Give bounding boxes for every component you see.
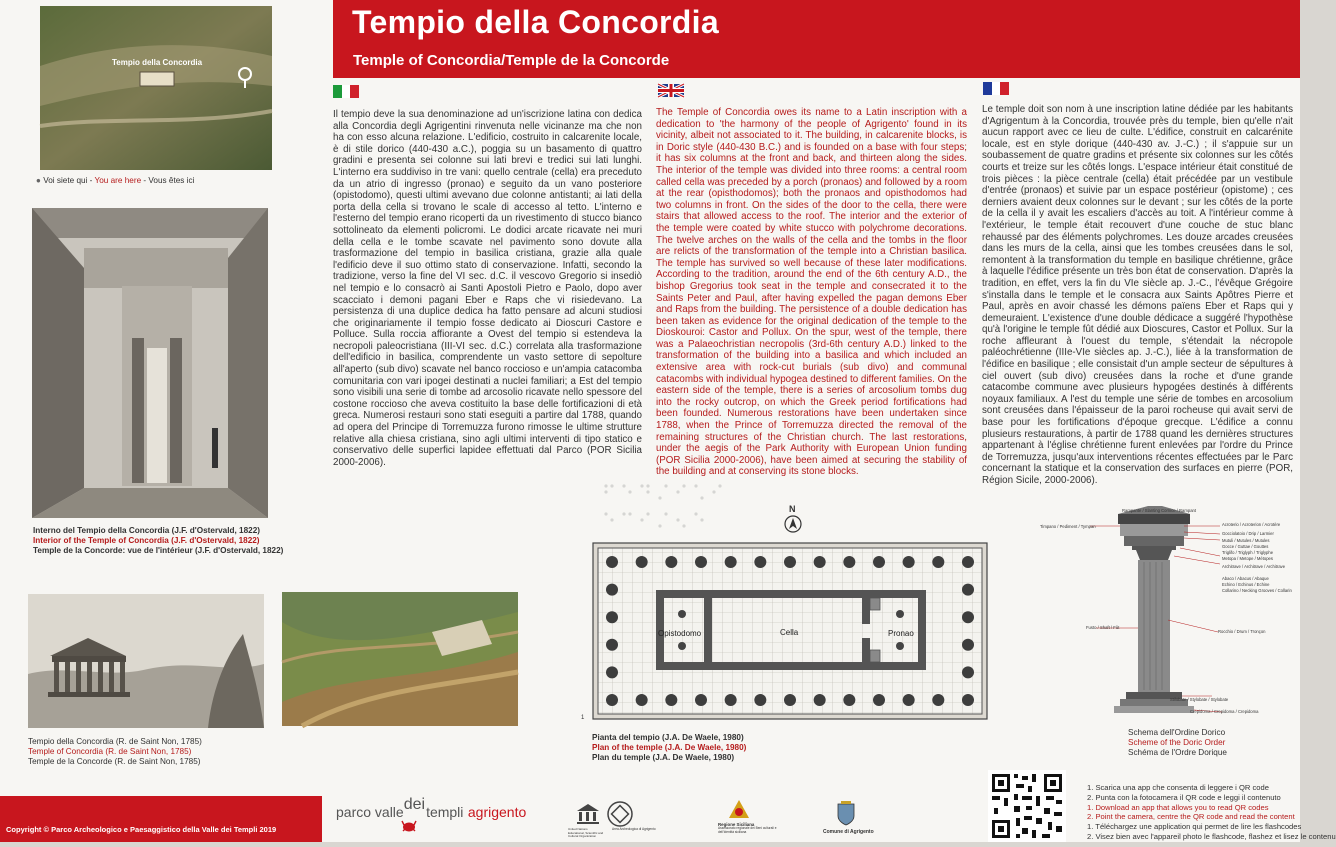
- plan-scale-mark: 1: [581, 715, 585, 721]
- regione-text: Regione Siciliana Assessorato regionale dei Beni culturali e dell'Identità siciliana: [718, 822, 777, 834]
- plan-column: [606, 694, 618, 706]
- plan-column: [606, 639, 618, 651]
- plan-column: [606, 556, 618, 568]
- order-label-crepidoma: Crepidoma / Crepidoma / Crepidoma: [1190, 709, 1259, 714]
- braille-panel: [600, 480, 770, 530]
- plan-column: [962, 556, 974, 568]
- temple-plan: [592, 542, 988, 720]
- italian-flag-icon: [333, 85, 359, 98]
- plan-column: [903, 694, 915, 706]
- plan-caption: Pianta del tempio (J.A. De Waele, 1980) Plan of the temple (J.A. De Waele, 1980) Plan du temple (J.A. De Waele, 1980): [592, 733, 747, 762]
- french-text: Le temple doit son nom à une inscription latine dédiée par les habitants d'Agrigentum à la Concordia, trouvée près du temple, bien qu'elle n'ait aucun rapport avec ce lieu de culte. L'édifice, construit en calcarénite locale, est en style dorique (440-430 av. J.-C.) ; il s'appuie sur un soubassement de quatre gradins et présente six colonnes sur les côtés courts et treize sur les côtés longs. L'espace intérieur était constitué de trois pièces : la pièce centrale (cella) était précédée par un vestibule d'entrée (pronaos) et suivie par un espace postérieur (opistome) ; ces derniers avaient deux colonnes sur le devant ; sur les côtés de la porte de la cella il y avait les escaliers d'accès au toit. A l'intérieur comme à l'extérieur, le temple était recouvert d'une couche de stuc blanc rehaussé par des éléments polychromes. Les douze arcades creusées dans les murs de la cella, ainsi que les tombes creusées dans le sol, remontent à la transformation du temple en basilique chrétienne, grâce à laquelle l'édifice présente un très bon état de conservation. D'après la tradition, en effet, vers la fin du VIe siècle ap. J.-C., l'évêque Grégoire s'installa dans le temple et le consacra aux Saints Apôtres Pierre et Paul, après en avoir chassé les démons païens Eber et Raps qui y demeuraient. L'existence d'une double dédicace a suggéré l'hypothèse qu'à l'origine le temple fût dédié aux Dioscures, Castor et Pollux. Sur la roche affleurant à l'ouest du temple, s'étendait la nécropole paléochrétienne (IIIe-VIe siècles ap. J.-C.), liée à la transformation de l'édifice en basilique ; elle consistait d'un ample secteur de sépultures à ciel ouvert (sub divo) creusées dans la roche et d'une grande catacombe commune avec plusieurs hypogées destinés à différents noyaux familiaux. A l'est du temple une série de tombes en arcosolium sont creusées dans l'épaisseur de la paroi rocheuse qui avait servi de base pour les fortifications d'époque grecque. L'édifice a connu plusieurs restaurations, à partir de 1788 quand les dernières structures appartenant à l'église chrétienne furent enlevées par l'ordre du Prince de Torremuzza, jusqu'aux interventions récentes effectuées par le Parc concernant la statique et la conservation des surfaces en pierre (POR, Région Sicile, 2000-2006).: [982, 104, 1293, 486]
- plan-column: [962, 639, 974, 651]
- page-title: Tempio della Concordia: [352, 4, 719, 40]
- plan-column: [665, 694, 677, 706]
- temple-interior-engraving: [32, 208, 268, 518]
- uk-flag-icon: [658, 84, 684, 97]
- plan-column: [725, 694, 737, 706]
- order-label-guttae: Gocce / Guttae / Gouttes: [1222, 544, 1269, 549]
- plan-column: [932, 556, 944, 568]
- room-label-cella: Cella: [780, 628, 799, 637]
- plan-column: [754, 694, 766, 706]
- plan-column: [606, 611, 618, 623]
- plan-column: [814, 694, 826, 706]
- plan-column: [962, 584, 974, 596]
- qr-code[interactable]: [988, 770, 1066, 842]
- page-subtitle: Temple of Concordia/Temple de la Concorde: [353, 52, 670, 69]
- plan-column: [606, 584, 618, 596]
- location-pin-icon: ●: [36, 176, 41, 185]
- plan-column: [903, 556, 915, 568]
- plan-column: [962, 666, 974, 678]
- comune-agrigento-logo-icon: [836, 800, 856, 826]
- plan-column: [695, 694, 707, 706]
- unesco-logo-icon: [575, 802, 601, 826]
- unesco-text: United Nations Educational, Scientific and Cultural Organization: [568, 827, 604, 839]
- order-label-mutules: Mutuli / Mutules / Mutules: [1222, 538, 1270, 543]
- order-label-necking: Collarino / Necking Grooves / Collarin: [1222, 588, 1292, 593]
- order-label-shaft: Fusto / Shaft / Fût: [1086, 625, 1120, 630]
- regione-siciliana-logo-icon: [727, 798, 751, 822]
- english-text: The Temple of Concordia owes its name to a Latin inscription with a dedication to 'the harmony of the people of Agrigento' found in its vicinity, albeit not associated to it. The building, in calcarenite blocks, is in Doric style (440-430 B.C.) and is founded on a base with four steps; it has six columns at the front and back, and thirteen along the sides. The interior of the temple was divided into three rooms: a central room called cella was preceded by a porch (pronaos) and followed by a room at the rear (opisthodomos); both the pronaos and opisthodomos had two columns in front. On the sides of the door to the cella, there were stairs that allowed access to the roof. The interior and the exterior of the temple were coated by white stucco with polychrome decorations. The twelve arches on the walls of the cella and the tombs in the floor are relicts of the transformation of the temple into a Christian basilica. The temple has survived so well because of these later modifications. According to the tradition, around the end of the 6th century A.D., the bishop Gregorius took seat in the temple and consecrated it to the Saints Peter and Paul, after having expelled the pagan demons Eber and Raps from the building. The persistence of a double dedication has been taken as evidence for the original dedication of the temple to the Dioskouroi: Castor and Pollux. On the spur, west of the temple, there was a Palaeochristian necropolis (3rd-6th century A.D.) linked to the transformation of the building into a basilica and which included an extensive area with rock-cut burials (sub divo) and communal catacombs with individual hypogea destined to different families. On the eastern side of the temple, there is a series of arcosolium tombs dug into the rocky outcrop, on which the Greek period fortifications had been founded. Numerous restorations have been undertaken since 1788, when the Prince of Torremuzza directed the removal of the remaining structures of the Christian church. The last restorations, under the aegis of the Park Authority with European Union funding (POR Sicilia 2000-2006), have been aimed at securing the stability of the building and at conserving its stone blocks.: [656, 107, 967, 478]
- order-label-tympan: Timpano / Pediment / Tympan: [1040, 524, 1096, 529]
- order-label-abacus: Abaco / Abacus / Abaque: [1222, 576, 1269, 581]
- footer-band: [0, 796, 322, 842]
- comune-text: Comune di Agrigento: [823, 829, 874, 835]
- plan-column: [695, 556, 707, 568]
- order-label-top: Rampante / Slanting Cornice / Rampant: [1122, 508, 1197, 513]
- north-arrow-icon: [784, 515, 802, 533]
- plan-column: [665, 556, 677, 568]
- order-label-architrave: Architrave / Architrave / Architrave: [1222, 564, 1286, 569]
- aerial-map-photo: [40, 6, 272, 170]
- world-heritage-logo-icon: [606, 800, 634, 828]
- aerial-landscape-photo: [282, 592, 518, 726]
- plan-column: [962, 694, 974, 706]
- plan-column: [962, 611, 974, 623]
- you-are-here-caption: ● Voi siete qui - You are here - Vous êtes ici: [36, 176, 195, 185]
- plan-column: [843, 694, 855, 706]
- park-logo: parco valledeitempli agrigento: [336, 796, 527, 820]
- interior-caption: Interno del Tempio della Concordia (J.F. d'Ostervald, 1822) Interior of the Temple of Concordia (J.F. d'Ostervald, 1822) Temple de la Concorde: vue de l'intérieur (J.F. d'Ostervald, 1822): [33, 526, 284, 555]
- doric-order-diagram: [1040, 500, 1298, 732]
- order-label-stylobate: Stilobate / Stylobate / Stylobate: [1170, 697, 1229, 702]
- order-label-triglyph: Triglifo / Triglyph / Triglyphe: [1222, 550, 1274, 555]
- plan-column: [725, 556, 737, 568]
- order-label-echinus: Echino / Echinus / Echine: [1222, 582, 1270, 587]
- north-label: N: [789, 504, 796, 514]
- plan-column: [636, 694, 648, 706]
- saint-non-caption: Tempio della Concordia (R. de Saint Non, 1785) Temple of Concordia (R. de Saint Non, 1785) Temple de la Concorde (R. de Saint Non, 1785): [28, 737, 202, 766]
- world-heritage-text: Area Archeologica di Agrigento: [612, 827, 656, 831]
- plan-column: [873, 556, 885, 568]
- plan-column: [814, 556, 826, 568]
- plan-column: [932, 694, 944, 706]
- plan-column: [873, 694, 885, 706]
- plan-column: [636, 556, 648, 568]
- order-label-drum: Rocchio / Drum / Tronçon: [1218, 629, 1266, 634]
- qr-instructions: 1. Scarica una app che consenta di leggere i QR code 2. Punta con la fotocamera il QR code e leggi il contenuto 1. Download an app that allows you to read QR codes 2. Point the camera, centre the QR code and read the content 1. Téléchargez une application qui permet de lire les flashcodes 2. Visez bien avec l'appareil photo le flashcode, flashez et lisez le contenu: [1087, 783, 1336, 841]
- copyright-text: Copyright © Parco Archeologico e Paesaggistico della Valle dei Templi 2019: [6, 825, 277, 834]
- french-flag-icon: [983, 82, 1009, 95]
- order-label-drip: Gocciolatoio / Drip / Larmier: [1222, 531, 1274, 536]
- plan-column: [784, 694, 796, 706]
- room-label-pronao: Pronao: [888, 629, 914, 638]
- plan-column: [606, 666, 618, 678]
- plan-column: [784, 556, 796, 568]
- crab-logo-icon: [400, 818, 418, 834]
- saint-non-engraving: [28, 594, 264, 728]
- order-label-metope: Metopa / Metope / Métopes: [1222, 556, 1273, 561]
- order-caption: Schema dell'Ordine Dorico Scheme of the Doric Order Schéma de l'Ordre Dorique: [1128, 728, 1227, 757]
- plan-column: [754, 556, 766, 568]
- order-label-acroterion: Acroterio / Acroterion / Acrotère: [1222, 522, 1281, 527]
- plan-column: [843, 556, 855, 568]
- map-label: Tempio della Concordia: [112, 58, 203, 67]
- room-label-opistodomo: Opistodomo: [658, 629, 702, 638]
- italian-text: Il tempio deve la sua denominazione ad un'iscrizione latina con dedica alla Concordia degli Agrigentini rinvenuta nelle vicinanze ma che non ha con esso alcuna relazione. L'edificio, costruito in calcarenite locale, è di stile dorico (440-430 a.C.), poggia su un basamento di quattro gradini e presenta sei colonne sui lati brevi e tredici sui lati lunghi. L'interno era suddiviso in tre vani: quello centrale (cella) era preceduto da un atrio di ingresso (pronao) e seguito da un vano posteriore (opistodomo), questi ultimi avevano due colonne antistanti; ai lati della porta della cella si trovano le scale di accesso al tetto. L'interno e l'esterno del tempio erano ricoperti da un rivestimento di stucco bianco sottolineato da elementi policromi. Le dodici arcate ricavate nei muri della cella e le tombe scavate nel pavimento sono dovute alla trasformazione del tempio in basilica cristiana, grazie alla quale l'edificio deve il suo ottimo stato di conservazione. Infatti, secondo la tradizione, verso la fine del VI sec. d.C. il vescovo Gregorio si insediò nel tempio e lo consacrò ai Santi Apostoli Pietro e Paolo, dopo aver scacciato i demoni pagani Eber e Raps che vi risiedevano. La persistenza di una duplice dedica ha fatto pensare ad alcuni studiosi che originariamente il tempio fosse dedicato ai Dioscuri Castore e Polluce. Sulla roccia affiorante a Ovest del tempio si estendeva la necropoli paleocristiana (III-VI sec. d.C.) correlata alla trasformazione dell'edificio in basilica, comprendente un vasto settore di sepolture all'aperto (sub divo) scavate nel banco roccioso e un'ampia catacomba comunitaria con vari ipogei destinati a nuclei familiari; a Est del tempio sono visibili una serie di tombe ad arcosolio ricavate nello spessore del costone roccioso che aveva costituito la base delle fortificazioni di età greca. Numerosi restauri sono stati eseguiti a partire dal 1788, quando ad opera del Principe di Torremuzza furono rimosse le ultime strutture relative alla chiesa cristiana, sino agli ultimi interventi di tipo statico e conservativo delle superfici lapidee effettuati dal Parco (POR Sicilia 2000-2006).: [333, 109, 642, 468]
